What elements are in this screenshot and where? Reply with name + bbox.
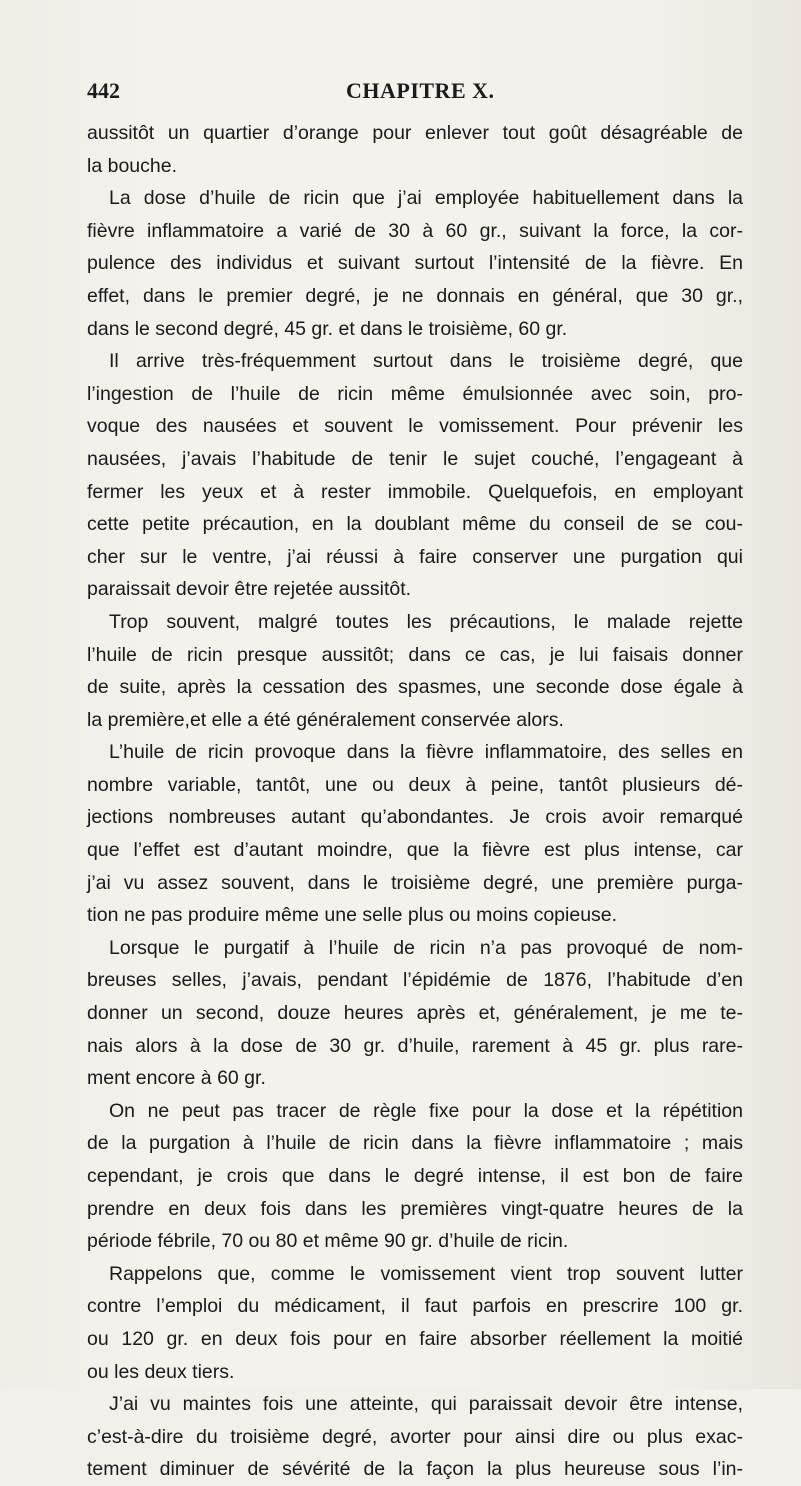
text-line: que l’effet est d’autant moindre, que la fièvre est plus intense, car	[87, 839, 743, 862]
text-line: la première,et elle a été généralement conservée alors.	[87, 708, 564, 731]
text-line: tement diminuer de sévérité de la façon la plus heureuse sous l’in-	[87, 1458, 743, 1481]
text-line: cependant, je crois que dans le degré intense, il est bon de faire	[87, 1165, 743, 1187]
text-line: nais alors à la dose de 30 gr. d’huile, rarement à 45 gr. plus rare-	[87, 1034, 743, 1057]
text-line: cette petite précaution, en la doublant même du conseil de se cou-	[87, 513, 743, 536]
text-line: de suite, après la cessation des spasmes, une seconde dose égale à	[87, 676, 743, 699]
text-line: j’ai vu assez souvent, dans le troisième degré, une première purga-	[87, 871, 743, 894]
text-line: pulence des individus et suivant surtout l’intensité de la fièvre. En	[87, 252, 743, 275]
text-line: nombre variable, tantôt, une ou deux à peine, tantôt plusieurs dé-	[87, 773, 743, 796]
text-line: cher sur le ventre, j’ai réussi à faire conserver une purgation qui	[87, 545, 743, 568]
text-line: aussitôt un quartier d’orange pour enlever tout goût désagréable de	[87, 122, 743, 144]
text-line: l’huile de ricin presque aussitôt; dans ce cas, je lui faisais donner	[87, 643, 743, 666]
text-line: Il arrive très-fréquemment surtout dans le troisième degré, que	[109, 350, 743, 373]
text-line: dans le second degré, 45 gr. et dans le troisième, 60 gr.	[87, 317, 568, 340]
text-line: Lorsque le purgatif à l’huile de ricin n’a pas provoqué de nom-	[109, 936, 743, 959]
text-line: J’ai vu maintes fois une atteinte, qui paraissait devoir être intense,	[109, 1393, 743, 1416]
text-line: paraissait devoir être rejetée aussitôt.	[87, 578, 412, 601]
text-line: fièvre inflammatoire a varié de 30 à 60 gr., suivant la force, la cor-	[87, 219, 743, 242]
text-line: Rappelons que, comme le vomissement vient trop souvent lutter	[109, 1262, 743, 1285]
text-line: ou les deux tiers.	[87, 1360, 235, 1383]
text-line: Trop souvent, malgré toutes les précautions, le malade rejette	[109, 610, 743, 633]
text-line: la bouche.	[87, 154, 177, 177]
running-title: CHAPITRE X.	[346, 78, 495, 103]
text-line: de la purgation à l’huile de ricin dans la fièvre inflammatoire ; mais	[87, 1132, 743, 1155]
text-line: jections nombreuses autant qu’abondantes. Je crois avoir remarqué	[87, 806, 743, 829]
text-line: fermer les yeux et à rester immobile. Quelquefois, en employant	[87, 480, 743, 503]
text-line: L’huile de ricin provoque dans la fièvre inflammatoire, des selles en	[109, 741, 743, 764]
text-line: La dose d’huile de ricin que j’ai employée habituellement dans la	[109, 187, 743, 210]
body-text	[87, 117, 743, 1486]
text-line: prendre en deux fois dans les premières vingt-quatre heures de la	[87, 1197, 743, 1220]
text-line: l’ingestion de l’huile de ricin même émulsionnée avec soin, pro-	[87, 382, 743, 405]
text-line: donner un second, douze heures après et, généralement, je me te-	[87, 1002, 743, 1025]
text-line: période fébrile, 70 ou 80 et même 90 gr. d’huile de ricin.	[87, 1230, 569, 1253]
text-line: c’est-à-dire du troisième degré, avorter pour ainsi dire ou plus exac-	[87, 1425, 743, 1448]
text-line: On ne peut pas tracer de règle fixe pour la dose et la répétition	[109, 1099, 743, 1122]
text-line: nausées, j’avais l’habitude de tenir le sujet couché, l’engageant à	[87, 447, 743, 470]
text-line: effet, dans le premier degré, je ne donnais en général, que 30 gr.,	[87, 284, 743, 307]
text-line: tion ne pas produire même une selle plus ou moins copieuse.	[87, 904, 618, 927]
text-line: contre l’emploi du médicament, il faut parfois en prescrire 100 gr.	[87, 1295, 743, 1318]
text-line: voque des nausées et souvent le vomissement. Pour prévenir les	[87, 415, 743, 438]
page-header	[87, 78, 743, 108]
text-line: ment encore à 60 gr.	[87, 1067, 266, 1090]
page-number: 442	[87, 78, 120, 103]
text-line: ou 120 gr. en deux fois pour en faire absorber réellement la moitié	[87, 1327, 743, 1350]
text-line: breuses selles, j’avais, pendant l’épidémie de 1876, l’habitude d’en	[87, 969, 743, 992]
